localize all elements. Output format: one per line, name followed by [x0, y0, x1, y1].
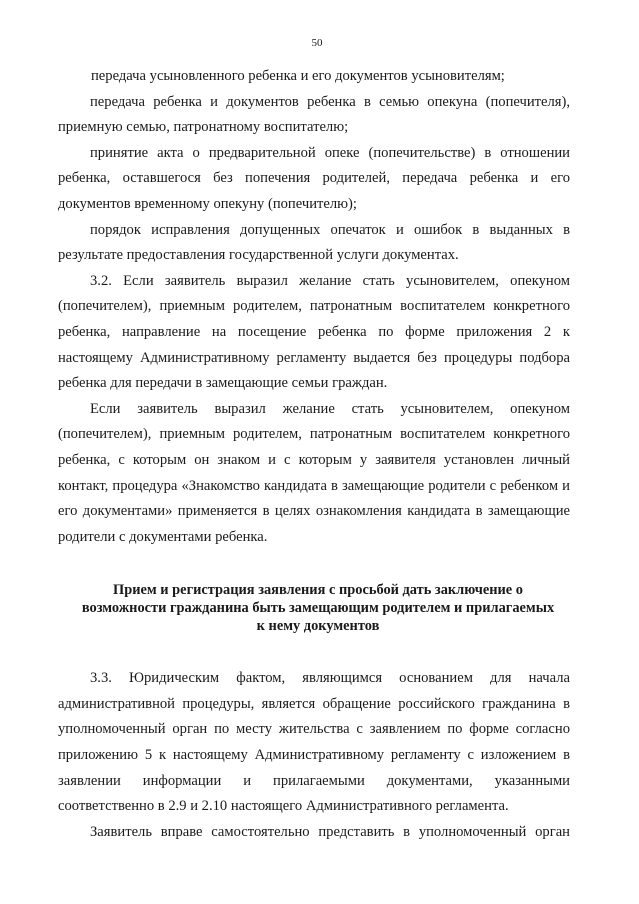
- paragraph-section-3-2: 3.2. Если заявитель выразил желание стать усыновителем, опекуном (попечителем), приемным родителем, патронатным воспитателем конкретного ребенка, направление на посещение ребенка по форме приложения 2 к настоящему Административному регламенту выдается без процедуры подбора ребенка для передачи в замещающие семьи граждан.: [58, 272, 570, 392]
- paragraph-known-child: Если заявитель выразил желание стать усыновителем, опекуном (попечителем), приемным родителем, патронатным воспитателем конкретного ребенка, с которым он знаком и с которым у заявителя установлен личный контакт, процедура «Знакомство кандидата в замещающие родители с ребенком и его документами» применяется в целях ознакомления кандидата в замещающие родители с документами ребенка.: [58, 400, 570, 545]
- paragraph-adopted-child-transfer: передача усыновленного ребенка и его документов усыновителям;: [91, 68, 505, 84]
- paragraph-preliminary-guardianship: принятие акта о предварительной опеке (попечительстве) в отношении ребенка, оставшегося без попечения родителей, передача ребенка и его документов временному опекуну (попечителю);: [58, 144, 570, 212]
- paragraph-guardian-transfer: передача ребенка и документов ребенка в семью опекуна (попечителя), приемную семью, патронатному воспитателю;: [58, 93, 570, 136]
- paragraph-error-correction: порядок исправления допущенных опечаток и ошибок в выданных в результате предоставления государственной услуги документах.: [58, 221, 570, 264]
- section-heading: Прием и регистрация заявления с просьбой дать заключение о возможности гражданина быть замещающим родителем и прилагаемых к нему документов: [81, 582, 555, 635]
- paragraph-applicant-right: Заявитель вправе самостоятельно представить в уполномоченный орган: [90, 823, 570, 840]
- paragraph-section-3-3: 3.3. Юридическим фактом, являющимся основанием для начала административной процедуры, является обращение российского гражданина в уполномоченный орган по месту жительства с заявлением по форме согласно приложению 5 к настоящему Административному регламенту с изложением в заявлении информации и прилагаемыми документами, указанными соответственно в 2.9 и 2.10 настоящего Административного регламента.: [58, 670, 570, 815]
- page-number: 50: [311, 37, 323, 49]
